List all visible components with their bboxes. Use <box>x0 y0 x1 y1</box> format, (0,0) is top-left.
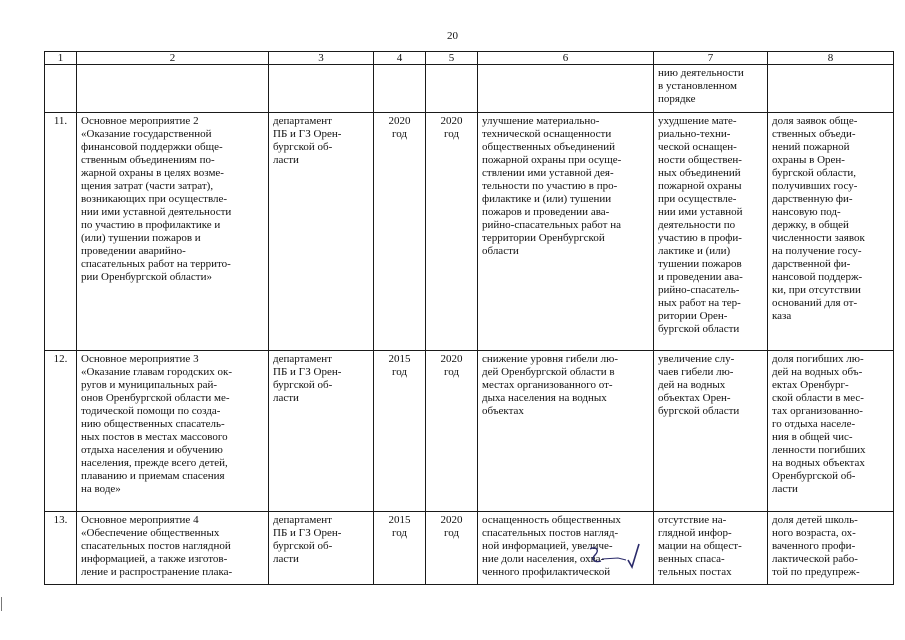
text-line: участию в профи- <box>658 232 742 244</box>
end-year-cell <box>426 351 478 512</box>
text-line: лактической рабо- <box>772 553 858 565</box>
text-line: жарной охраны в целях возме- <box>81 167 224 179</box>
executor-cell <box>269 351 374 512</box>
text-line: щения затрат (части затрат), <box>81 180 214 192</box>
text-line: ных объединений <box>658 167 741 179</box>
text-line: ругов и муниципальных рай- <box>81 379 218 391</box>
text-line: ственных объеди- <box>772 128 856 140</box>
text-line: год <box>391 527 408 539</box>
text-line: каза <box>772 310 792 322</box>
header-cell: 3 <box>269 52 374 65</box>
program-table <box>44 51 894 585</box>
text-line: охраны в Орен- <box>772 154 845 166</box>
text-line: Оренбургской об- <box>772 470 856 482</box>
text-line: 2020 <box>440 353 463 365</box>
text-line: Основное мероприятие 2 <box>81 115 199 127</box>
text-line: дарственной фи- <box>772 258 851 270</box>
text-line: ки, при отсутствии <box>772 284 861 296</box>
continuation-cell <box>426 65 478 113</box>
text-line: и проведении ава- <box>658 271 743 283</box>
table-row <box>45 512 894 585</box>
text-line: спасательных работ на террито- <box>81 258 231 270</box>
text-line: по участию в профилактике и <box>81 219 221 231</box>
text-line: ПБ и ГЗ Орен- <box>273 527 342 539</box>
text-line: на воде» <box>81 483 121 495</box>
header-cell: 7 <box>654 52 768 65</box>
indicator-cell <box>768 512 894 585</box>
consequences-cell <box>654 113 768 351</box>
text-line: год <box>391 128 408 140</box>
text-line: ПБ и ГЗ Орен- <box>273 366 342 378</box>
text-line: ласти <box>273 154 299 166</box>
text-line: держку, в общей <box>772 219 849 231</box>
text-line: «Оказание государственной <box>81 128 212 140</box>
handwritten-check-mark <box>582 540 640 570</box>
text-line: тушении пожаров <box>658 258 742 270</box>
end-year-cell <box>426 113 478 351</box>
text-line: нений пожарной <box>772 141 850 153</box>
text-line: тельности по участию в про- <box>482 180 618 192</box>
text-line: области <box>482 245 519 257</box>
text-line: местах организованного от- <box>482 379 613 391</box>
executor-cell <box>269 113 374 351</box>
text-line: ченного профилактической <box>482 566 611 578</box>
continuation-cell <box>374 65 426 113</box>
text-line: онов Оренбургской области ме- <box>81 392 230 404</box>
text-line: проведении аварийно- <box>81 245 186 257</box>
text-line: бургской об- <box>273 379 333 391</box>
text-line: 2020 <box>440 115 463 127</box>
text-line: риально-техни- <box>658 128 731 140</box>
text-line: «Оказание главам городских ок- <box>81 366 232 378</box>
header-cell: 1 <box>45 52 77 65</box>
text-line: департамент <box>273 514 332 526</box>
text-line: нии ими уставной <box>658 206 743 218</box>
text-line: порядке <box>658 93 696 105</box>
text-line: го отдыха населе- <box>772 418 856 430</box>
text-line: объектах Орен- <box>658 392 731 404</box>
text-line: нансовой поддерж- <box>772 271 863 283</box>
header-cell: 2 <box>77 52 269 65</box>
text-line: 2020 <box>388 115 411 127</box>
event-cell <box>77 113 269 351</box>
text-line: ной информацией, увеличе- <box>482 540 613 552</box>
text-line: ных работ на тер- <box>658 297 741 309</box>
result-cell <box>478 351 654 512</box>
text-line: рийно-спасательных работ на <box>482 219 621 231</box>
text-line: территории Оренбургской <box>482 232 605 244</box>
text-line: год <box>443 366 460 378</box>
header-cell: 8 <box>768 52 894 65</box>
text-line: ление и распространение плака- <box>81 566 233 578</box>
text-line: отдыха населения и обучению <box>81 444 223 456</box>
start-year-cell <box>374 113 426 351</box>
start-year-cell <box>374 512 426 585</box>
text-line: дыха населения на водных <box>482 392 607 404</box>
text-line: ственным объединениям по- <box>81 154 215 166</box>
text-line: департамент <box>273 115 332 127</box>
text-line: на получение госу- <box>772 245 862 257</box>
text-line: оснований для от- <box>772 297 858 309</box>
text-line: объектах <box>482 405 524 417</box>
row-number: 12. <box>45 351 77 512</box>
text-line: пожарной охраны при осуще- <box>482 154 622 166</box>
text-line: лактике и (или) <box>658 245 731 257</box>
executor-cell <box>269 512 374 585</box>
text-line: дей на водных объ- <box>772 366 863 378</box>
text-line: рии Оренбургской области» <box>81 271 213 283</box>
text-line: нансовую под- <box>772 206 841 218</box>
result-cell <box>478 113 654 351</box>
text-line: финансовой поддержки обще- <box>81 141 223 153</box>
continuation-cell <box>45 65 77 113</box>
text-line: бургской об- <box>273 540 333 552</box>
text-line: Основное мероприятие 3 <box>81 353 199 365</box>
text-line: в установленном <box>658 80 737 92</box>
text-line: пожарной охраны <box>658 180 742 192</box>
row-number: 13. <box>45 512 77 585</box>
text-line: увеличение слу- <box>658 353 735 365</box>
consequences-cell <box>654 512 768 585</box>
text-line: «Обеспечение общественных <box>81 527 220 539</box>
page-number: 20 <box>447 30 458 42</box>
text-line: ской области в мес- <box>772 392 864 404</box>
continuation-cell <box>768 65 894 113</box>
text-line: возникающих при осуществле- <box>81 193 228 205</box>
text-line: деятельности по <box>658 219 736 231</box>
text-line: чаев гибели лю- <box>658 366 734 378</box>
text-line: ваченного профи- <box>772 540 856 552</box>
indicator-cell <box>768 113 894 351</box>
consequences-cell <box>654 351 768 512</box>
start-year-cell <box>374 351 426 512</box>
text-line: спасательных постов наглядной <box>81 540 231 552</box>
text-line: (или) тушении пожаров и <box>81 232 201 244</box>
indicator-cell <box>768 351 894 512</box>
text-line: ритории Орен- <box>658 310 728 322</box>
text-line: бургской об- <box>273 141 333 153</box>
text-line: ухудшение мате- <box>658 115 737 127</box>
text-line: снижение уровня гибели лю- <box>482 353 619 365</box>
text-line: Основное мероприятие 4 <box>81 514 199 526</box>
text-line: ПБ и ГЗ Орен- <box>273 128 342 140</box>
text-line: глядной инфор- <box>658 527 732 539</box>
margin-mark <box>1 597 2 611</box>
text-line: технической оснащенности <box>482 128 612 140</box>
event-cell <box>77 512 269 585</box>
event-cell <box>77 351 269 512</box>
text-line: год <box>443 128 460 140</box>
text-line: бургской области, <box>772 167 857 179</box>
text-line: ния в общей чис- <box>772 431 853 443</box>
text-line: пожаров и проведении ава- <box>482 206 610 218</box>
text-line: нии ими уставной деятельности <box>81 206 232 218</box>
text-line: численности заявок <box>772 232 865 244</box>
text-line: при осуществле- <box>658 193 737 205</box>
text-line: той по предупреж- <box>772 566 860 578</box>
end-year-cell <box>426 512 478 585</box>
continuation-cell <box>269 65 374 113</box>
header-cell: 4 <box>374 52 426 65</box>
text-line: год <box>391 366 408 378</box>
text-line: бургской области <box>658 405 740 417</box>
table-row <box>45 351 894 512</box>
text-line: филактике и (или) тушении <box>482 193 612 205</box>
text-line: ласти <box>273 553 299 565</box>
text-line: 2020 <box>440 514 463 526</box>
text-line: доля детей школь- <box>772 514 858 526</box>
text-line: 2015 <box>388 353 411 365</box>
text-line: департамент <box>273 353 332 365</box>
continuation-consequences <box>654 65 768 113</box>
text-line: тельных постах <box>658 566 732 578</box>
text-line: ного возраста, ох- <box>772 527 856 539</box>
text-line: нию деятельности <box>658 67 744 79</box>
text-line: нию общественных спасатель- <box>81 418 225 430</box>
text-line: 2015 <box>388 514 411 526</box>
text-line: доля погибших лю- <box>772 353 864 365</box>
text-line: ленности погибших <box>772 444 866 456</box>
text-line: мации на общест- <box>658 540 742 552</box>
table-row <box>45 113 894 351</box>
text-line: населения, прежде всего детей, <box>81 457 228 469</box>
text-line: информацией, а также изготов- <box>81 553 228 565</box>
header-cell: 6 <box>478 52 654 65</box>
header-row <box>45 52 894 65</box>
text-line: ние доли населения, охва- <box>482 553 605 565</box>
header-cell: 5 <box>426 52 478 65</box>
text-line: плаванию и приемам спасения <box>81 470 225 482</box>
continuation-cell <box>478 65 654 113</box>
text-line: ектах Оренбург- <box>772 379 849 391</box>
text-line: ности обществен- <box>658 154 742 166</box>
text-line: ласти <box>273 392 299 404</box>
text-line: улучшение материально- <box>482 115 600 127</box>
text-line: ласти <box>772 483 798 495</box>
text-line: отсутствие на- <box>658 514 727 526</box>
text-line: год <box>443 527 460 539</box>
text-line: ных постов в местах массового <box>81 431 228 443</box>
text-line: ческой оснащен- <box>658 141 737 153</box>
text-line: тах организованно- <box>772 405 863 417</box>
text-line: дарственную фи- <box>772 193 853 205</box>
text-line: оснащенность общественных <box>482 514 621 526</box>
text-line: дей Оренбургской области в <box>482 366 615 378</box>
text-line: дей на водных <box>658 379 726 391</box>
text-line: венных спаса- <box>658 553 725 565</box>
text-line: спасательных постов нагляд- <box>482 527 619 539</box>
row-number: 11. <box>45 113 77 351</box>
text-line: общественных объединений <box>482 141 615 153</box>
text-line: тодической помощи по созда- <box>81 405 221 417</box>
continuation-row <box>45 65 894 113</box>
text-line: ствлении ими уставной дея- <box>482 167 614 179</box>
text-line: на водных объектах <box>772 457 865 469</box>
text-line: доля заявок обще- <box>772 115 858 127</box>
text-line: бургской области <box>658 323 740 335</box>
continuation-cell <box>77 65 269 113</box>
text-line: рийно-спасатель- <box>658 284 740 296</box>
text-line: получивших госу- <box>772 180 858 192</box>
